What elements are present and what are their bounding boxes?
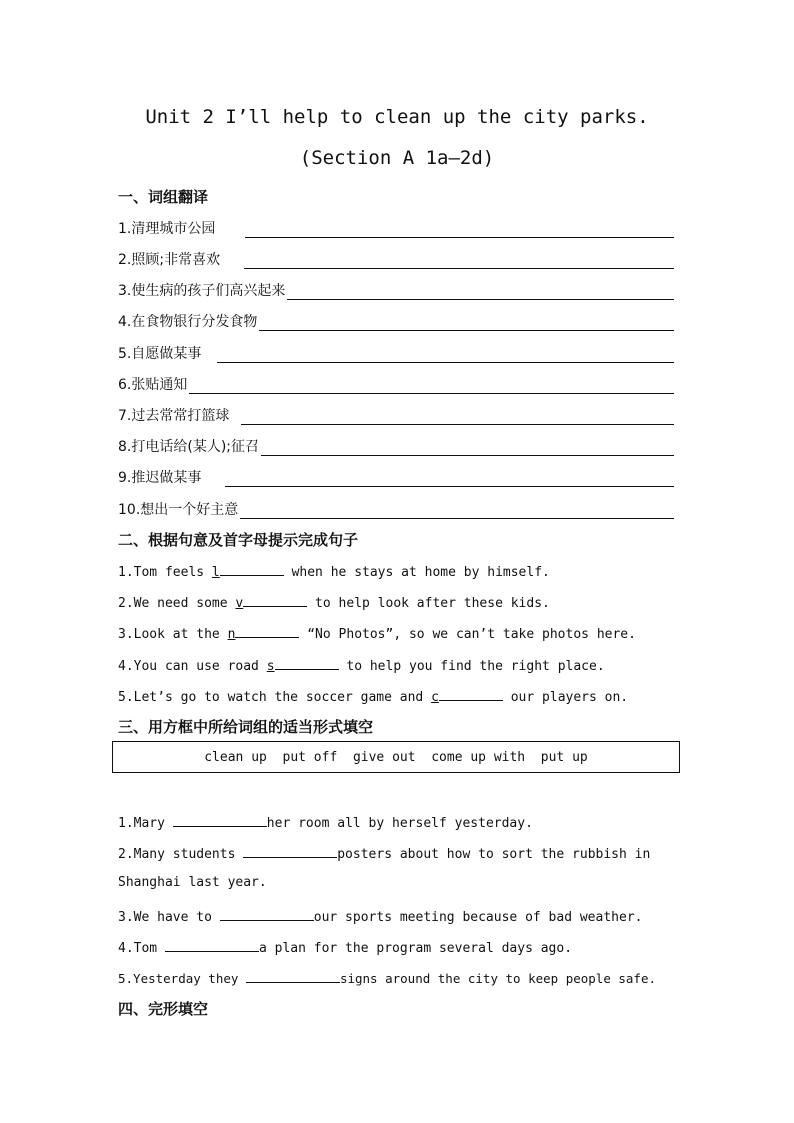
answer-blank[interactable] bbox=[220, 562, 284, 576]
page-title: Unit 2 I’ll help to clean up the city parks. bbox=[145, 106, 649, 128]
section-heading-2: 二、根据句意及首字母提示完成句子 bbox=[118, 531, 359, 549]
translation-item-10[interactable] bbox=[118, 497, 674, 519]
word-bank-text: clean up put off give out come up with put up bbox=[204, 749, 588, 765]
sentence-text: 2.Many students bbox=[118, 847, 244, 862]
word-bank-box bbox=[112, 741, 680, 773]
fill-item-4 bbox=[118, 938, 572, 956]
section-heading-4: 四、完形填空 bbox=[118, 1000, 209, 1018]
fill-item-3 bbox=[118, 907, 642, 925]
answer-blank[interactable] bbox=[235, 624, 299, 638]
sentence-text: 1.Mary bbox=[118, 816, 173, 831]
translation-item-4[interactable] bbox=[118, 309, 674, 331]
translation-prompt: 5.自愿做某事 bbox=[118, 346, 202, 362]
section-heading-1: 一、词组翻译 bbox=[118, 188, 209, 206]
sentence-text: 3.We have to bbox=[118, 910, 220, 925]
translation-item-6[interactable] bbox=[118, 372, 674, 394]
initial-letter-hint: s bbox=[266, 659, 275, 674]
answer-blank[interactable] bbox=[173, 813, 267, 827]
sentence-text: “No Photos”, so we can’t take photos here. bbox=[299, 627, 636, 642]
sentence-item-2 bbox=[118, 593, 550, 611]
sentence-text: 4.You can use road bbox=[118, 659, 267, 674]
sentence-text: Shanghai last year. bbox=[118, 875, 267, 890]
answer-line[interactable] bbox=[259, 314, 674, 331]
sentence-text: 2.We need some bbox=[118, 596, 236, 611]
translation-prompt: 1.清理城市公园 bbox=[118, 221, 216, 237]
translation-prompt: 6.张贴通知 bbox=[118, 377, 188, 393]
answer-blank[interactable] bbox=[243, 844, 337, 858]
translation-item-1[interactable] bbox=[118, 216, 674, 238]
answer-blank[interactable] bbox=[243, 593, 307, 607]
fill-item-2 bbox=[118, 844, 650, 862]
fill-item-2-continued bbox=[118, 875, 267, 890]
translation-prompt: 7.过去常常打篮球 bbox=[118, 408, 230, 424]
translation-item-5[interactable] bbox=[118, 341, 674, 363]
sentence-item-3 bbox=[118, 624, 636, 642]
initial-letter-hint: v bbox=[235, 596, 244, 611]
answer-line[interactable] bbox=[217, 346, 674, 363]
translation-prompt: 4.在食物银行分发食物 bbox=[118, 314, 258, 330]
sentence-text: to help you find the right place. bbox=[338, 659, 605, 674]
translation-prompt: 10.想出一个好主意 bbox=[118, 502, 239, 518]
translation-prompt: 2.照顾;非常喜欢 bbox=[118, 252, 221, 268]
sentence-text: signs around the city to keep people safe. bbox=[339, 971, 657, 986]
translation-item-9[interactable] bbox=[118, 465, 674, 487]
sentence-item-1 bbox=[118, 562, 550, 580]
answer-line[interactable] bbox=[244, 252, 674, 269]
translation-item-2[interactable] bbox=[118, 247, 674, 269]
sentence-text: 3.Look at the bbox=[118, 627, 228, 642]
translation-item-3[interactable] bbox=[118, 278, 674, 300]
answer-line[interactable] bbox=[261, 439, 674, 456]
sentence-item-5 bbox=[118, 687, 628, 705]
sentence-text: posters about how to sort the rubbish in bbox=[337, 847, 651, 862]
translation-prompt: 8.打电话给(某人);征召 bbox=[118, 439, 259, 455]
answer-line[interactable] bbox=[225, 470, 674, 487]
sentence-text: when he stays at home by himself. bbox=[283, 565, 550, 580]
sentence-text: 5.Yesterday they bbox=[118, 971, 246, 986]
answer-blank[interactable] bbox=[165, 938, 259, 952]
sentence-text: 5.Let’s go to watch the soccer game and bbox=[118, 690, 432, 705]
initial-letter-hint: n bbox=[227, 627, 236, 642]
translation-prompt: 3.使生病的孩子们高兴起来 bbox=[118, 283, 286, 299]
initial-letter-hint: c bbox=[431, 690, 439, 705]
page-subtitle: (Section A 1a—2d) bbox=[299, 147, 495, 169]
sentence-text: a plan for the program several days ago. bbox=[258, 941, 573, 956]
answer-blank[interactable] bbox=[275, 656, 339, 670]
sentence-text: to help look after these kids. bbox=[307, 596, 550, 611]
sentence-text: her room all by herself yesterday. bbox=[266, 816, 533, 831]
sentence-text: 1.Tom feels bbox=[118, 565, 212, 580]
answer-blank[interactable] bbox=[439, 687, 503, 701]
sentence-item-4 bbox=[118, 656, 605, 674]
section-heading-3: 三、用方框中所给词组的适当形式填空 bbox=[118, 718, 374, 736]
initial-letter-hint: l bbox=[211, 565, 220, 580]
answer-blank[interactable] bbox=[246, 969, 340, 983]
answer-line[interactable] bbox=[241, 408, 674, 425]
sentence-text: 4.Tom bbox=[118, 941, 165, 956]
answer-line[interactable] bbox=[189, 377, 674, 394]
sentence-text: our sports meeting because of bad weather. bbox=[313, 910, 643, 925]
answer-line[interactable] bbox=[240, 502, 674, 519]
answer-line[interactable] bbox=[245, 221, 674, 238]
fill-item-1 bbox=[118, 813, 533, 831]
translation-item-8[interactable] bbox=[118, 434, 674, 456]
translation-prompt: 9.推迟做某事 bbox=[118, 470, 202, 486]
answer-line[interactable] bbox=[287, 283, 674, 300]
sentence-text: our players on. bbox=[502, 690, 629, 705]
translation-item-7[interactable] bbox=[118, 403, 674, 425]
fill-item-5 bbox=[118, 969, 656, 986]
answer-blank[interactable] bbox=[220, 907, 314, 921]
